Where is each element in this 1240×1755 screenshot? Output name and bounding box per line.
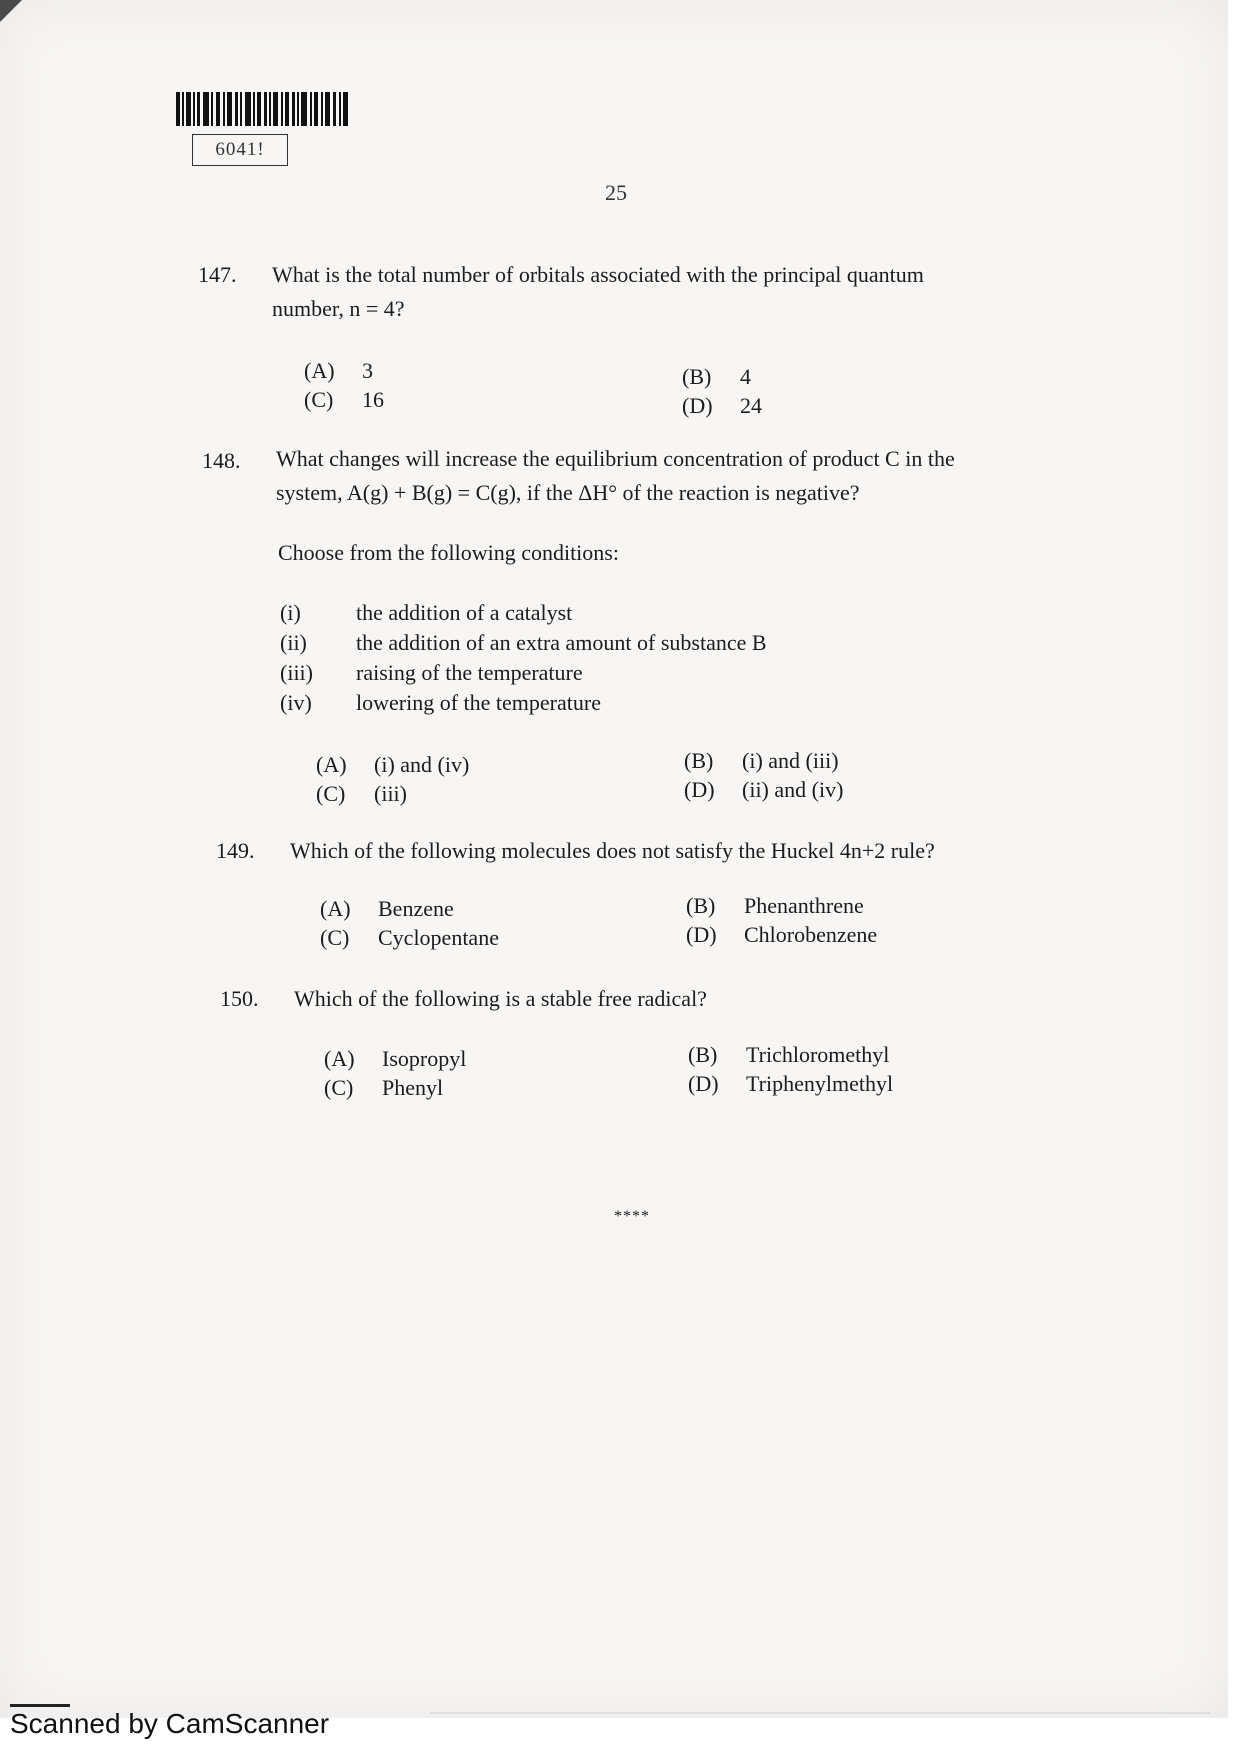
option-text: Benzene: [378, 896, 454, 921]
option-text: Trichloromethyl: [746, 1042, 890, 1067]
question-text: [272, 258, 1052, 326]
option-d[interactable]: [686, 922, 877, 948]
barcode: [176, 92, 348, 126]
question-text: [276, 442, 1056, 510]
option-text: 4: [740, 364, 751, 389]
condition-item: [280, 630, 767, 656]
option-text: Chlorobenzene: [744, 922, 878, 947]
option-a[interactable]: [320, 896, 454, 922]
option-text: Isopropyl: [382, 1046, 467, 1071]
option-text: (iii): [374, 781, 407, 806]
condition-text: lowering of the temperature: [356, 690, 601, 715]
option-label: (D): [682, 393, 713, 418]
option-label: (B): [684, 748, 714, 773]
option-label: (C): [316, 781, 346, 806]
option-d[interactable]: [682, 393, 762, 419]
option-text: 16: [362, 387, 384, 412]
condition-item: [280, 660, 583, 686]
option-label: (C): [304, 387, 334, 412]
option-label: (C): [320, 925, 350, 950]
option-text: (i) and (iii): [742, 748, 839, 773]
option-text: 3: [362, 358, 373, 383]
option-c[interactable]: [316, 781, 407, 807]
question-number: 147.: [198, 262, 237, 287]
option-a[interactable]: [304, 358, 373, 384]
scanner-mark: [10, 1704, 70, 1707]
scanner-watermark: Scanned by CamScanner: [10, 1708, 330, 1739]
question-text-line: Which of the following molecules does not satisfy the Huckel 4n+2 rule?: [290, 838, 935, 863]
option-b[interactable]: [684, 748, 839, 774]
option-a[interactable]: [316, 752, 469, 778]
question-number: 149.: [216, 838, 255, 863]
option-d[interactable]: [688, 1071, 893, 1097]
option-text: Cyclopentane: [378, 925, 499, 950]
option-label: (D): [684, 777, 715, 802]
option-c[interactable]: [324, 1075, 443, 1101]
condition-numeral: (iv): [280, 690, 312, 715]
question-number: 150.: [220, 986, 259, 1011]
condition-text: the addition of a catalyst: [356, 600, 573, 625]
option-text: Phenyl: [382, 1075, 444, 1100]
option-text: (i) and (iv): [374, 752, 470, 777]
option-label: (B): [682, 364, 712, 389]
question-text-line: Which of the following is a stable free radical?: [294, 986, 707, 1011]
option-b[interactable]: [688, 1042, 889, 1068]
condition-text: raising of the temperature: [356, 660, 583, 685]
option-text: (ii) and (iv): [742, 777, 844, 802]
option-label: (A): [320, 896, 351, 921]
option-d[interactable]: [684, 777, 843, 803]
question-text: [294, 982, 1074, 1016]
option-c[interactable]: [304, 387, 384, 413]
question-text: [290, 834, 1070, 868]
option-text: 24: [740, 393, 762, 418]
question-text-line: What changes will increase the equilibrium concentration of product C in the: [276, 446, 955, 471]
question-text-line: system, A(g) + B(g) = C(g), if the ΔH° of the reaction is negative?: [276, 480, 860, 505]
question-text-line: What is the total number of orbitals associated with the principal quantum: [272, 262, 924, 287]
option-label: (A): [316, 752, 347, 777]
option-a[interactable]: [324, 1046, 466, 1072]
condition-numeral: (i): [280, 600, 301, 625]
page-corner-shadow: [0, 0, 22, 22]
page-number: 25: [605, 180, 627, 205]
option-label: (B): [688, 1042, 718, 1067]
option-label: (D): [686, 922, 717, 947]
option-text: Triphenylmethyl: [746, 1071, 894, 1096]
question-text-line: number, n = 4?: [272, 296, 405, 321]
condition-numeral: (iii): [280, 660, 313, 685]
question-instruction: Choose from the following conditions:: [278, 540, 619, 565]
condition-item: [280, 690, 601, 716]
condition-numeral: (ii): [280, 630, 307, 655]
footer-rule: [430, 1712, 1210, 1714]
option-b[interactable]: [686, 893, 864, 919]
option-label: (A): [304, 358, 335, 383]
option-label: (B): [686, 893, 716, 918]
option-label: (A): [324, 1046, 355, 1071]
option-label: (D): [688, 1071, 719, 1096]
option-b[interactable]: [682, 364, 751, 390]
condition-item: [280, 600, 572, 626]
condition-text: the addition of an extra amount of substance B: [356, 630, 767, 655]
end-of-paper-mark: ****: [614, 1208, 650, 1225]
question-number: 148.: [202, 448, 241, 473]
option-c[interactable]: [320, 925, 499, 951]
option-label: (C): [324, 1075, 354, 1100]
exam-code-box: 6041!: [192, 134, 288, 166]
option-text: Phenanthrene: [744, 893, 864, 918]
